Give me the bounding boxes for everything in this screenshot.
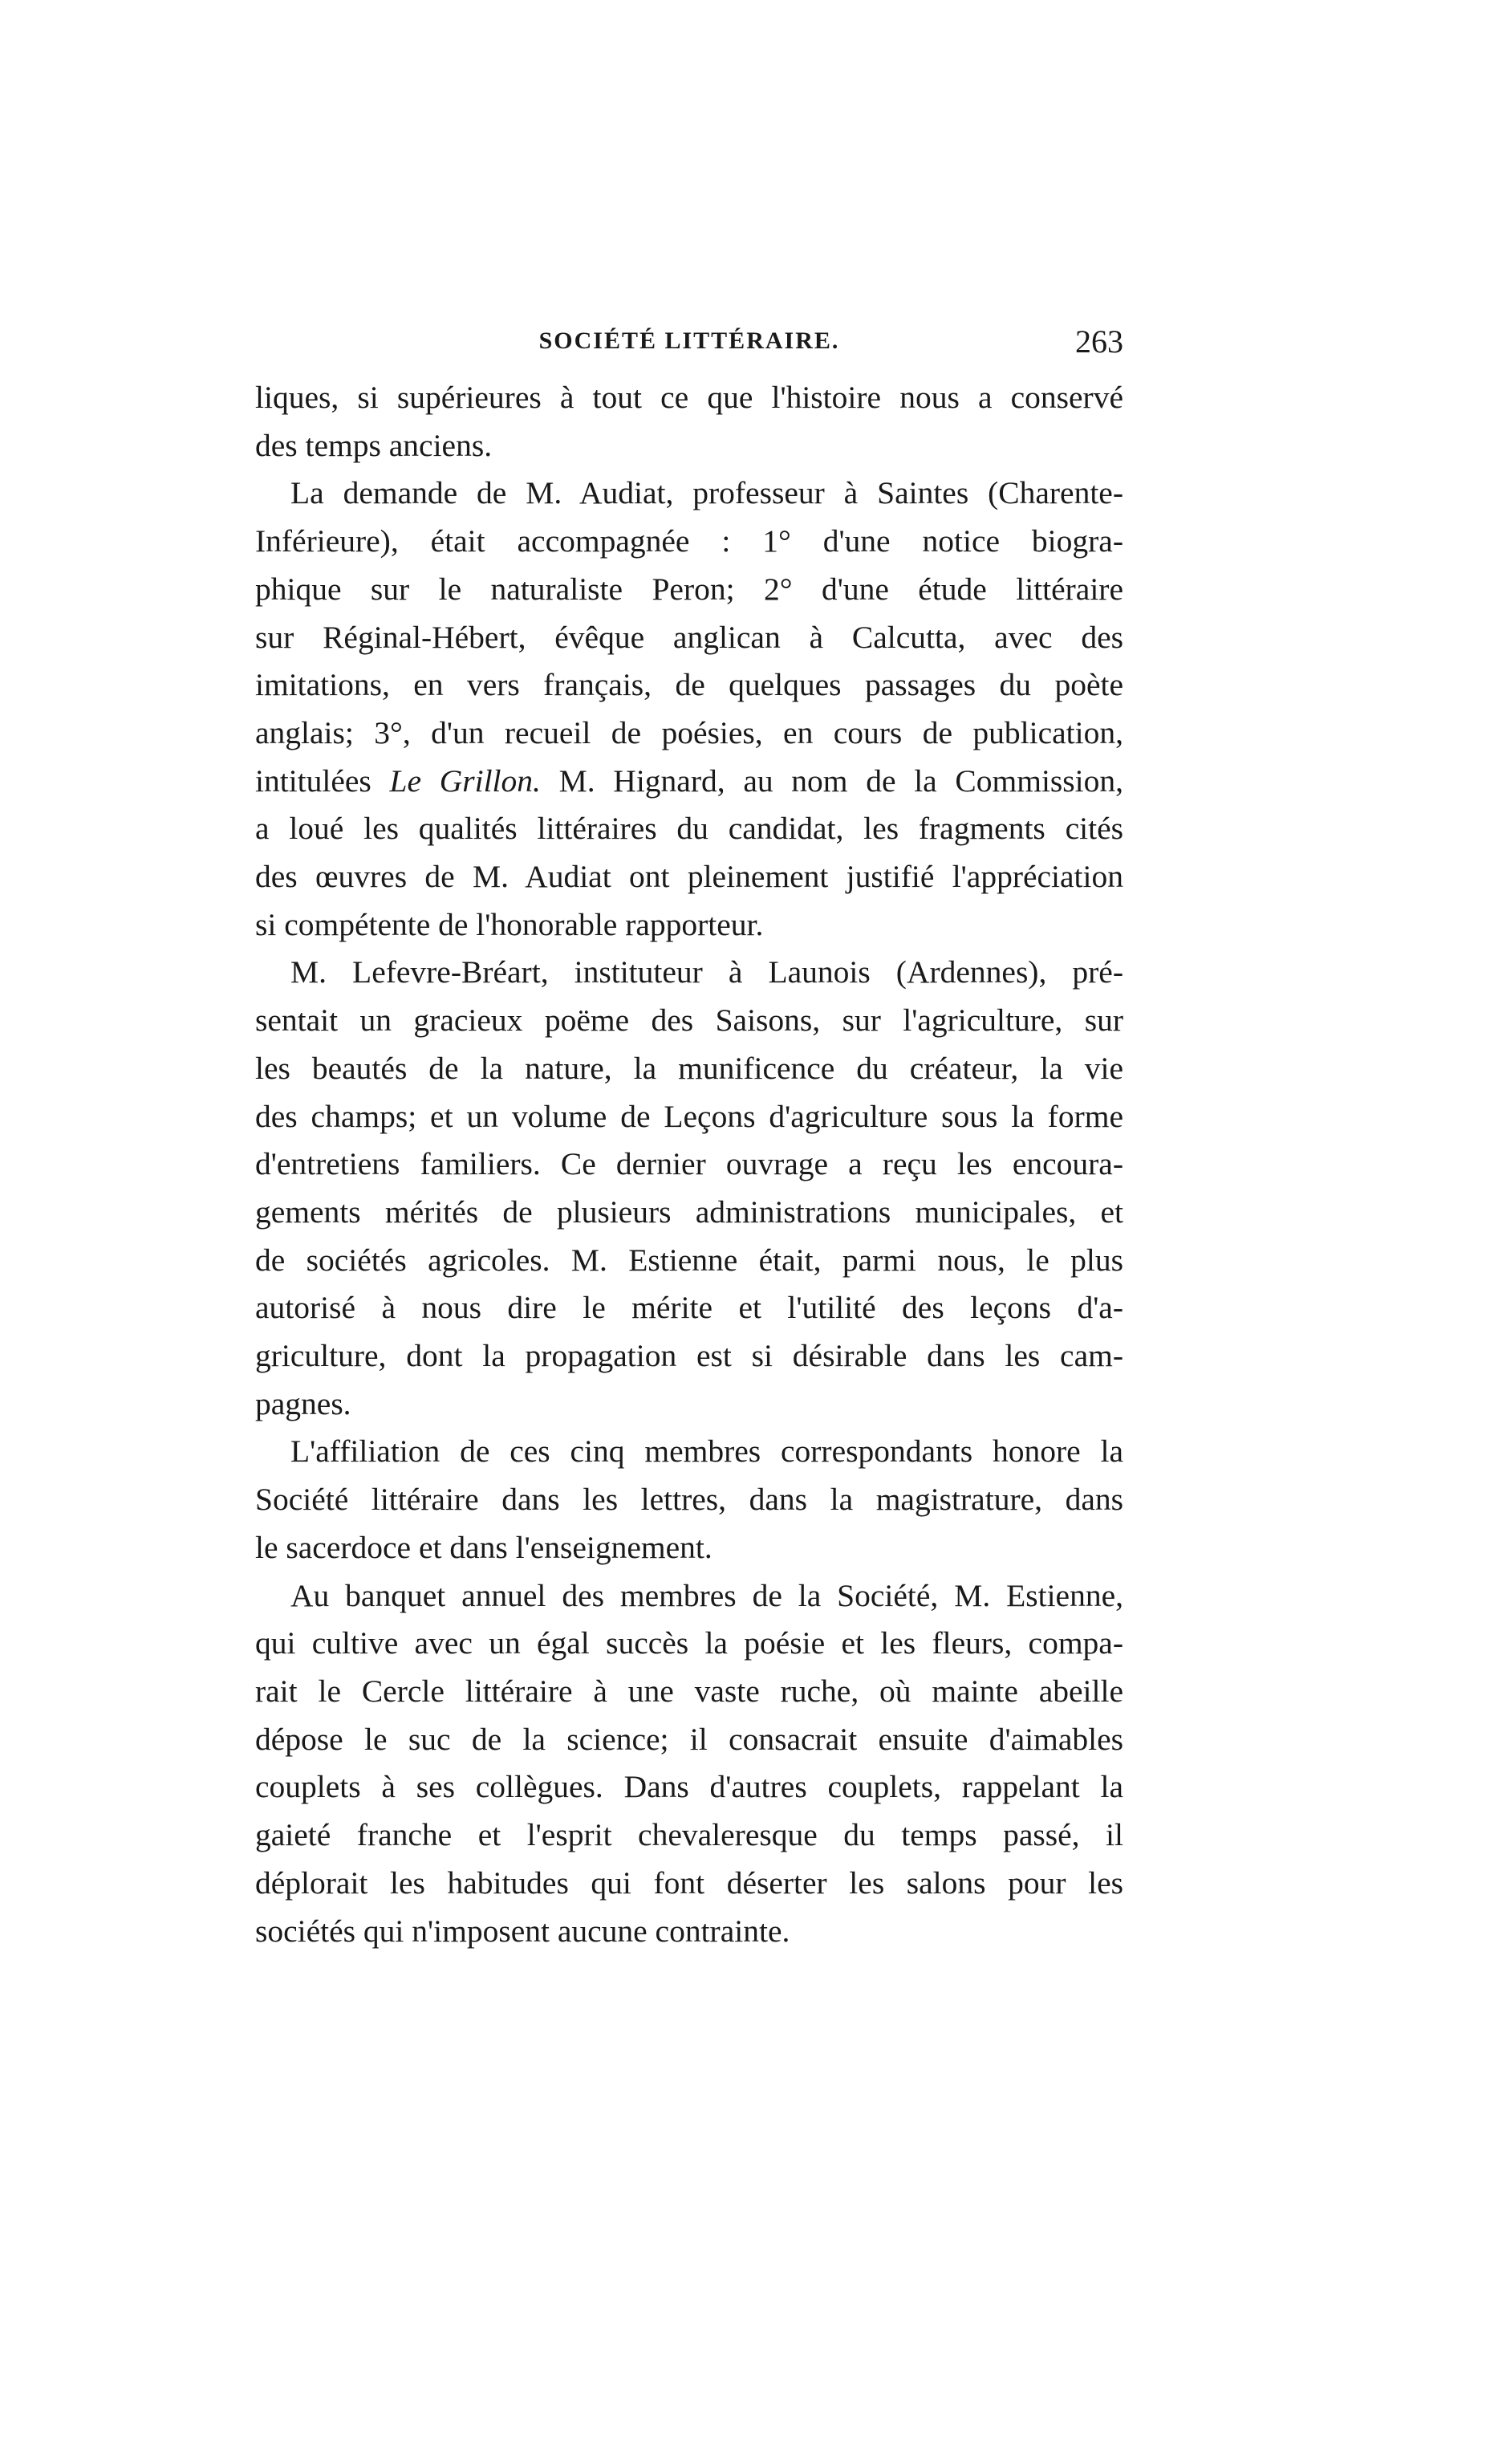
text-line: qui cultive avec un égal succès la poésie et les fleurs, compa-	[255, 1625, 1123, 1661]
text-line: sentait un gracieux poëme des Saisons, sur l'agriculture, sur	[255, 1002, 1123, 1039]
text-line: M. Lefevre-Bréart, instituteur à Launois (Ardennes), pré-	[290, 954, 1123, 990]
text-line: Inférieure), était accompagnée : 1° d'une notice biogra-	[255, 523, 1123, 559]
text-line: anglais; 3°, d'un recueil de poésies, en cours de publication,	[255, 714, 1123, 750]
body-text	[255, 374, 1123, 1955]
paragraph	[255, 1428, 1123, 1572]
text-line: déplorait les habitudes qui font déserter les salons pour les	[255, 1864, 1123, 1901]
running-head: SOCIÉTÉ LITTÉRAIRE.	[538, 327, 840, 354]
text-line: d'entretiens familiers. Ce dernier ouvrage a reçu les encoura-	[255, 1146, 1123, 1182]
text-line: Société littéraire dans les lettres, dans la magistrature, dans	[255, 1482, 1123, 1518]
text-line: liques, si supérieures à tout ce que l'histoire nous a conservé	[255, 380, 1123, 415]
text-line: autorisé à nous dire le mérite et l'utilité des leçons d'a-	[255, 1290, 1123, 1326]
paragraph	[255, 374, 1123, 470]
paragraph	[255, 1572, 1123, 1956]
book-title: Le Grillon.	[389, 762, 541, 799]
text-line: de sociétés agricoles. M. Estienne était, parmi nous, le plus	[255, 1242, 1123, 1278]
text-line: sociétés qui n'imposent aucune contrainte.	[255, 1913, 790, 1949]
page-number: 263	[1075, 323, 1123, 360]
text-line: La demande de M. Audiat, professeur à Saintes (Charente-	[290, 475, 1123, 511]
text-line: L'affiliation de ces cinq membres correspondants honore la	[290, 1433, 1123, 1470]
text-line: a loué les qualités littéraires du candidat, les fragments cités	[255, 811, 1123, 847]
text-line: pagnes.	[255, 1385, 351, 1421]
text-line: des temps anciens.	[255, 427, 493, 463]
text-line: le sacerdoce et dans l'enseignement.	[255, 1529, 713, 1565]
text-line: couplets à ses collègues. Dans d'autres couplets, rappelant la	[255, 1769, 1123, 1805]
text-line: griculture, dont la propagation est si désirable dans les cam-	[255, 1338, 1123, 1374]
text-line: rait le Cercle littéraire à une vaste ruche, où mainte abeille	[255, 1673, 1123, 1709]
text-line: phique sur le naturaliste Peron; 2° d'une étude littéraire	[255, 571, 1123, 607]
text-line: sur Réginal-Hébert, évêque anglican à Calcutta, avec des	[255, 619, 1123, 655]
text-line: dépose le suc de la science; il consacrait ensuite d'aimables	[255, 1721, 1123, 1757]
text-line: gaieté franche et l'esprit chevaleresque du temps passé, il	[255, 1817, 1123, 1853]
text-line: des œuvres de M. Audiat ont pleinement justifié l'appréciation	[255, 859, 1123, 895]
text-line: des champs; et un volume de Leçons d'agriculture sous la forme	[255, 1098, 1123, 1134]
text-line: Au banquet annuel des membres de la Société, M. Estienne,	[290, 1577, 1123, 1613]
paragraph	[255, 949, 1123, 1428]
text-line: intitulées Le Grillon. M. Hignard, au nom de la Commission,	[255, 762, 1124, 799]
paragraph	[255, 470, 1123, 949]
text-line: les beautés de la nature, la munificence du créateur, la vie	[255, 1050, 1123, 1086]
text-line: si compétente de l'honorable rapporteur.	[255, 906, 764, 942]
text-line: imitations, en vers français, de quelques passages du poète	[255, 667, 1123, 703]
text-line: gements mérités de plusieurs administrations municipales, et	[255, 1193, 1123, 1230]
page-header	[255, 323, 1123, 371]
